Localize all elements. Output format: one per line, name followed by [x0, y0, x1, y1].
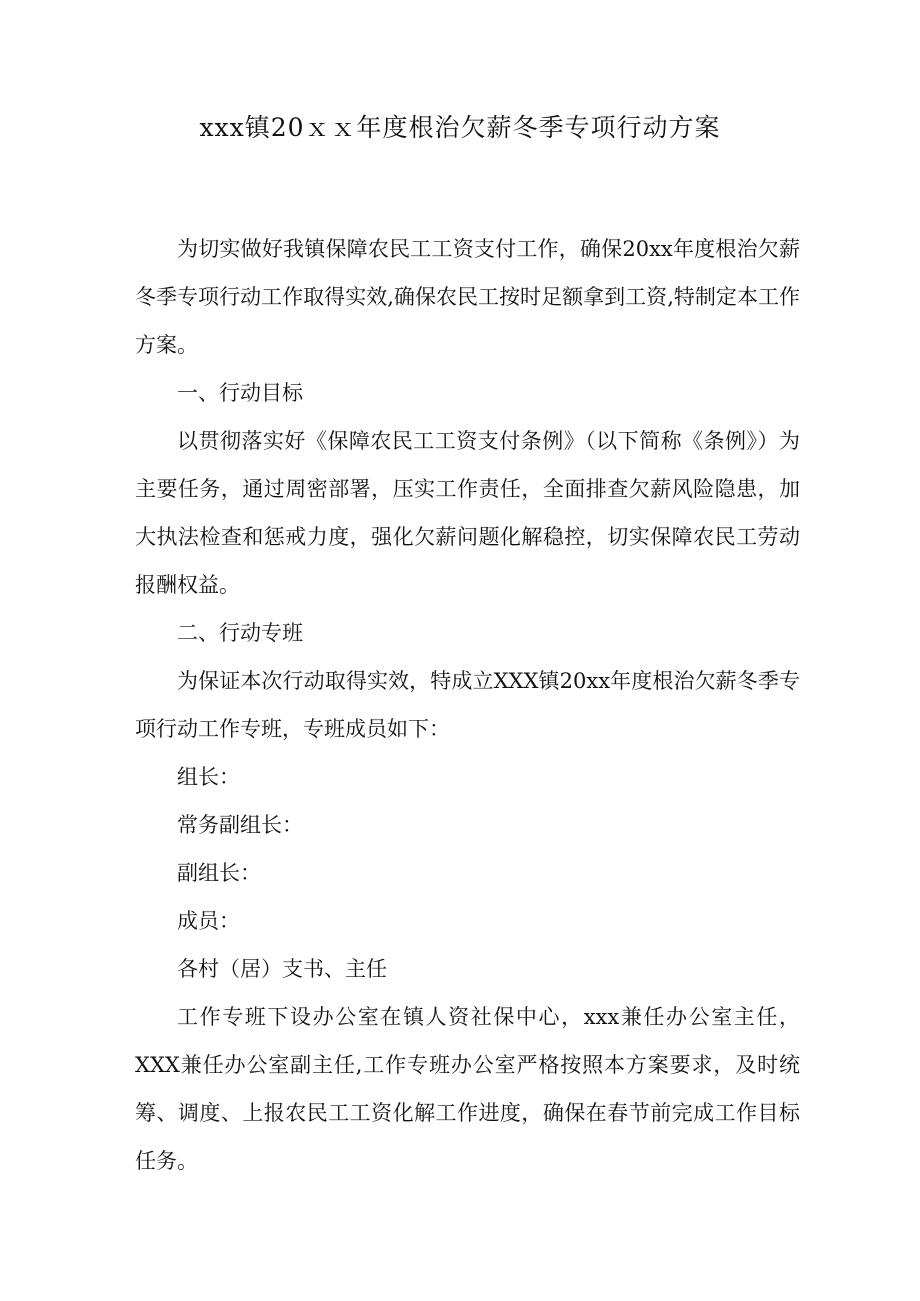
- task-force-paragraph: 为保证本次行动取得实效，特成立XXX镇20xx年度根治欠薪冬季专项行动工作专班，专班成员如下：: [135, 669, 800, 741]
- section-heading-goals: 一、行动目标: [177, 381, 303, 405]
- member-line-village-heads: 各村（居）支书、主任: [177, 957, 387, 981]
- member-line-deputy: 副组长：: [177, 861, 261, 885]
- member-line-leader: 组长：: [177, 765, 240, 789]
- document-title: xxx镇20ｘｘ年度根治欠薪冬季专项行动方案: [199, 113, 721, 142]
- office-paragraph: 工作专班下设办公室在镇人资社保中心，xxx兼任办公室主任，XXX兼任办公室副主任,工作专班办公室严格按照本方案要求，及时统筹、调度、上报农民工工资化解工作进度，确保在春节前完成工作目标任务。: [135, 1005, 800, 1173]
- member-line-members: 成员：: [177, 909, 240, 933]
- document-body: [135, 225, 800, 1185]
- intro-paragraph: 为切实做好我镇保障农民工工资支付工作，确保20xx年度根治欠薪冬季专项行动工作取得实效,确保农民工按时足额拿到工资,特制定本工作方案。: [135, 237, 800, 357]
- member-line-executive-deputy: 常务副组长：: [177, 813, 303, 837]
- section-heading-task-force: 二、行动专班: [177, 621, 303, 645]
- goals-paragraph: 以贯彻落实好《保障农民工工资支付条例》（以下简称《条例》）为主要任务，通过周密部署，压实工作责任，全面排查欠薪风险隐患，加大执法检查和惩戒力度，强化欠薪问题化解稳控，切实保障农民工劳动报酬权益。: [135, 429, 800, 597]
